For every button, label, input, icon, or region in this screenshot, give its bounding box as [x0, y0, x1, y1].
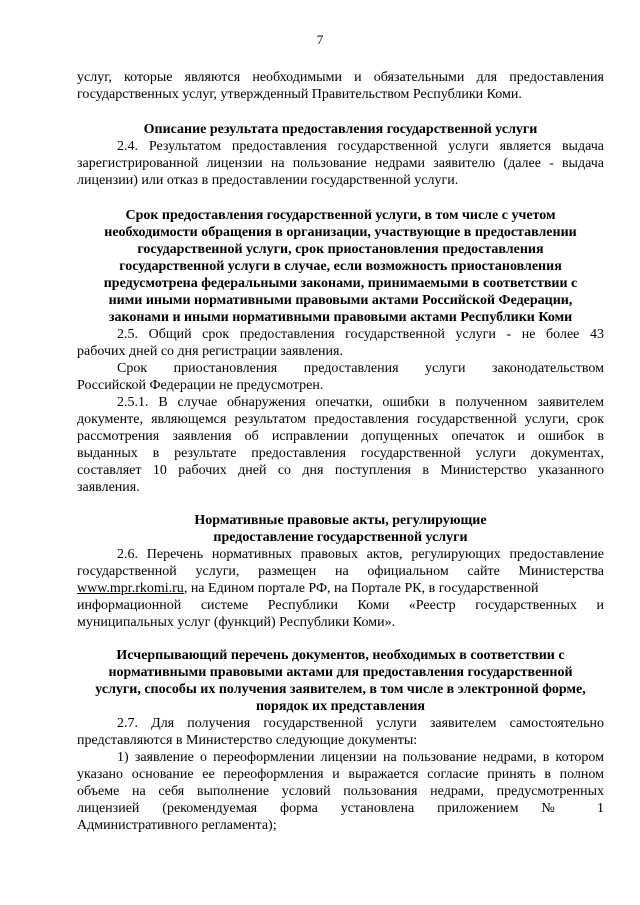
- text-line: документе, являющемся результатом предоставления государственной услуги, срок: [77, 412, 604, 427]
- ministry-website-link[interactable]: www.mpr.rkomi.ru: [77, 581, 184, 596]
- text-line: лицензией (рекомендуемая форма установлена приложением № 1: [77, 801, 604, 816]
- text-line: 2.6. Перечень нормативных правовых актов, регулирующих предоставление: [117, 547, 604, 562]
- text-line: 1) заявление о переоформлении лицензии на пользование недрами, в котором: [117, 750, 604, 765]
- section-heading: государственной услуги, срок приостановления предоставления: [137, 242, 544, 257]
- text-line: услуг, которые являются необходимыми и обязательными для предоставления: [77, 70, 604, 85]
- text-line: рабочих дней со дня регистрации заявления.: [77, 344, 343, 359]
- text-line: указано основание ее переоформления и выражается согласие принять в полном: [77, 767, 604, 782]
- text-line: 2.5. Общий срок предоставления государственной услуги - не более 43: [117, 327, 604, 342]
- section-heading: законами и иными нормативными правовыми актами Республики Коми: [108, 310, 573, 325]
- section-heading: услуги, способы их получения заявителем, в том числе в электронной форме,: [95, 682, 586, 697]
- section-heading: Срок предоставления государственной услуги, в том числе с учетом: [125, 208, 556, 223]
- text-line: Срок приостановления предоставления услуги законодательством: [117, 361, 604, 376]
- section-heading: государственной услуги в случае, если возможность приостановления: [119, 259, 562, 274]
- page-number: 7: [316, 32, 324, 47]
- section-heading: Нормативные правовые акты, регулирующие: [194, 513, 487, 528]
- text-line: объеме на себя выполнение условий пользования недрами, предусмотренных: [77, 784, 604, 799]
- text-line: представляются в Министерство следующие документы:: [77, 733, 418, 748]
- text-line: зарегистрированной лицензии на пользование недрами заявителю (далее - выдача: [77, 156, 604, 171]
- text-line: лицензии) или отказ в предоставлении государственной услуги.: [77, 173, 459, 188]
- section-heading: порядок их представления: [255, 699, 426, 714]
- section-heading: Исчерпывающий перечень документов, необходимых в соответствии с: [116, 648, 565, 663]
- text-line: 2.5.1. В случае обнаружения опечатки, ошибки в полученном заявителем: [117, 395, 604, 410]
- text-line: заявления.: [77, 480, 140, 495]
- text-line: Административного регламента);: [77, 818, 277, 833]
- text-line: муниципальных услуг (функций) Республики Коми».: [77, 615, 396, 630]
- text-line: рассмотрения заявления об исправлении допущенных опечаток и ошибок в: [77, 429, 604, 444]
- text-line: 2.4. Результатом предоставления государственной услуги является выдача: [117, 139, 604, 154]
- section-heading: ними иными нормативными правовыми актами Российской Федерации,: [108, 293, 573, 308]
- section-heading: Описание результата предоставления государственной услуги: [143, 122, 538, 137]
- text-line: 2.7. Для получения государственной услуги заявителем самостоятельно: [117, 716, 604, 731]
- section-heading: необходимости обращения в организации, участвующие в предоставлении: [104, 225, 577, 240]
- text-line: информационной системе Республики Коми «Реестр государственных и: [77, 598, 604, 613]
- text-line-rest: , на Едином портале РФ, на Портале РК, в государственной: [183, 581, 539, 596]
- text-line: государственных услуг, утвержденный Правительством Республики Коми.: [77, 87, 522, 102]
- section-heading: предусмотрена федеральными законами, принимаемыми в соответствии с: [103, 276, 578, 291]
- section-heading: предоставление государственной услуги: [213, 530, 468, 545]
- text-line: выданных в результате предоставления государственной услуги документах,: [77, 446, 604, 461]
- text-line: государственной услуги, размещен на официальном сайте Министерства: [77, 564, 604, 579]
- text-line: [77, 580, 604, 597]
- text-line: составляет 10 рабочих дней со дня поступления в Министерство указанного: [77, 463, 604, 478]
- section-heading: нормативными правовыми актами для предоставления государственной: [108, 665, 573, 680]
- text-line: Российской Федерации не предусмотрен.: [77, 378, 324, 393]
